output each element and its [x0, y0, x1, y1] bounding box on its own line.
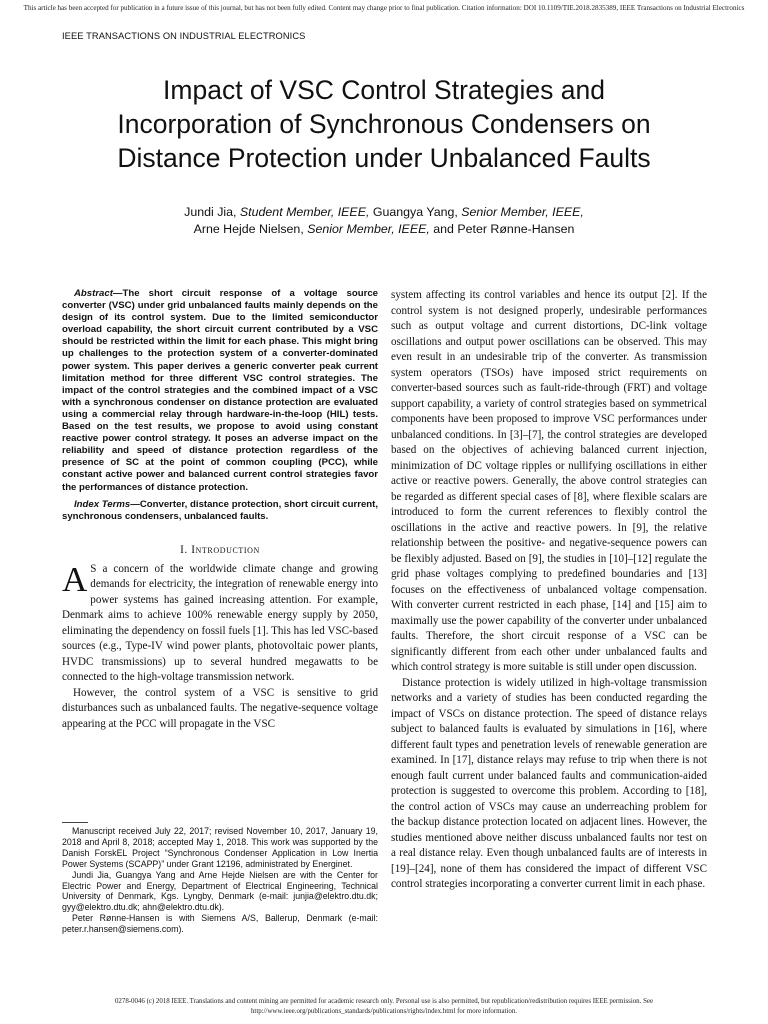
right-paragraph-1: system affecting its control variables and hence its output [2]. If the control system is not designed properly, undesirable performances such as output voltage and current distortions, DC-link voltage oscillations and output power oscillations can be observed. This may even result in an undesirable trip of the converter. As transmission system operators (TSOs) have imposed strict requirements on converter-based sources such as fault-ride-through (FRT) and voltage support capability, a variety of control strategies based on symmetrical components have been proposed to improve VSC performances under unbalanced conditions. In [3]–[7], the control strategies are developed based on the objectives of achieving balanced current injection, minimization of DC voltage ripples or nullifying oscillations in either active or reactive powers. Generally, the above control strategies can be regarded as different special cases of [8], where flexible scalars are introduced to form the current references to flexibly control the oscillations in the active and reactive powers. In [9], the relative relationship between the positive- and negative-sequence powers can be flexibly adjusted. Based on [9], the studies in [10]–[12] regulate the grid phase voltages complying to predefined boundaries and [13] focuses on the effectiveness of unbalanced voltage compensation. With converter current restricted in each phase, [14] and [15] aim to maximally use the power capability of the converter under unbalanced faults. Therefore, the short circuit response of a VSC can be significantly different from each other under unbalanced faults and which control strategy is more suitable is still under open discussion.: [391, 289, 707, 673]
section-heading: [62, 544, 378, 556]
copyright-line-2: http://www.ieee.org/publications_standards/publications/rights/index.html for more information.: [250, 1008, 517, 1015]
title-line-2: Incorporation of Synchronous Condensers on: [117, 109, 651, 139]
author-membership: Senior Member, IEEE,: [461, 205, 584, 219]
author-membership: Student Member, IEEE,: [239, 205, 370, 219]
footnote-affiliation-2: Peter Rønne-Hansen is with Siemens A/S, Ballerup, Denmark (e-mail: peter.r.hansen@siemens.com).: [62, 913, 378, 935]
index-terms-text: —Converter, distance protection, short circuit current, synchronous condensers, unbalanced faults.: [62, 498, 378, 522]
left-column: [62, 288, 378, 732]
author-name: Guangya Yang,: [369, 205, 462, 219]
copyright-notice: [20, 997, 748, 1017]
index-terms-label: Index Terms: [74, 498, 131, 510]
author-name: Arne Hejde Nielsen,: [193, 221, 308, 236]
footnote-manuscript: Manuscript received July 22, 2017; revised November 10, 2017, January 19, 2018 and April 8, 2018; accepted May 1, 2018. This work was supported by the Danish ForskEL Project “Synchronous Condenser Application in Low Inertia Power Systems (SCAPP)” under Grant 12196, administrated by Energinet.: [62, 826, 378, 869]
right-column: [391, 288, 707, 893]
footnote-affiliation-1: Jundi Jia, Guangya Yang and Arne Hejde Nielsen are with the Center for Electric Power and Energy, Department of Electrical Engineering, Technical University of Denmark, Kgs. Lyngby, Denmark (e-mail: junjia@elektro.dtu.dk; gyy@elektro.dtu.dk; ahn@elektro.dtu.dk).: [62, 869, 378, 913]
author-line-2: [40, 221, 728, 238]
abstract-text: —The short circuit response of a voltage source converter (VSC) under grid unbalanced faults mainly depends on the design of its control system. Due to the limited semiconductor overload capability, the short circuit current contributed by a VSC should be restricted within the limit for each phase. This might bring up challenges to the protection system of a converter-dominated power system. This paper derives a generic converter peak current limitation method for three different VSC control strategies. The impact of the control strategies and the combined impact of a VSC with a synchronous condenser on distance protection are evaluated using a commercial relay through hardware-in-the-loop (HIL) tests. Based on the test results, we propose to avoid using constant reactive power control strategy. It poses an adverse impact on the reliability and speed of distance protection regardless of the presence of SC at the point of common coupling (PCC), while constant active power and balanced current control strategies favor the performances of distance protection.: [62, 288, 378, 493]
drop-cap: A: [62, 559, 88, 599]
paper-title: [40, 73, 728, 175]
author-membership: Senior Member, IEEE,: [307, 221, 430, 236]
running-head: IEEE TRANSACTIONS ON INDUSTRIAL ELECTRONICS: [62, 31, 306, 41]
author-line-1: [40, 204, 728, 221]
footnotes: [62, 826, 378, 935]
author-name: and Peter Rønne-Hansen: [429, 221, 575, 236]
intro-body: [62, 559, 378, 733]
title-line-3: Distance Protection under Unbalanced Faults: [117, 143, 651, 173]
copyright-line-1: 0278-0046 (c) 2018 IEEE. Translations and content mining are permitted for academic research only. Personal use is also permitted, but republication/redistribution requires IEEE permission. See: [114, 998, 654, 1005]
author-name: Jundi Jia,: [184, 205, 240, 219]
author-list: [40, 204, 728, 237]
publication-notice: This article has been accepted for publication in a future issue of this journal, but has not been fully edited. Content may change prior to final publication. Citation information: DOI 10.1109/TIE.2018.2835389, IEEE Transactions on Industrial Electronics: [23, 4, 745, 12]
intro-paragraph-1: [62, 559, 378, 686]
abstract: [62, 288, 378, 494]
title-line-1: Impact of VSC Control Strategies and: [163, 75, 605, 105]
abstract-label: Abstract: [74, 288, 113, 299]
index-terms: [62, 499, 378, 523]
footnote-rule: [62, 822, 88, 823]
intro-paragraph-2: However, the control system of a VSC is sensitive to grid disturbances such as unbalanced faults. The negative-sequence voltage appearing at the PCC will propagate in the VSC: [62, 686, 378, 730]
intro-paragraph-1-text: S a concern of the worldwide climate change and growing demands for electricity, the integration of renewable energy into power systems has gained increasing attention. For example, Denmark aims to achieve 100% renewable energy supply by 2050, eliminating the dependency on fossil fuels [1]. This has led VSC-based sources (e.g., Type-IV wind power plants, photovoltaic power plants, HVDC transmissions) up to several hundred megawatts to be connected to the high-voltage transmission network.: [62, 562, 378, 684]
section-title: Introduction: [191, 543, 260, 556]
section-number: I.: [180, 543, 192, 556]
right-paragraph-2: Distance protection is widely utilized in high-voltage transmission networks and a variety of studies has been conducted regarding the impact of VSCs on distance protection. The speed of distance relays subject to balanced faults is evaluated by simulations in [16], where different fault types and penetration levels of renewable generation are examined. In [17], distance relays may refuse to trip when there is not enough fault current under balanced faults and communication-aided protection is suggested to overcome this problem. According to [18], the control action of VSCs may cause an underreaching problem for the backup distance protection located on adjacent lines. However, the studies mentioned above neither discuss unbalanced faults nor test on a real distance relay. Even though unbalanced faults are of interests in [19]–[24], none of them has considered the impact of different VSC control strategies incorporating a converter current limit in each phase.: [391, 676, 707, 890]
